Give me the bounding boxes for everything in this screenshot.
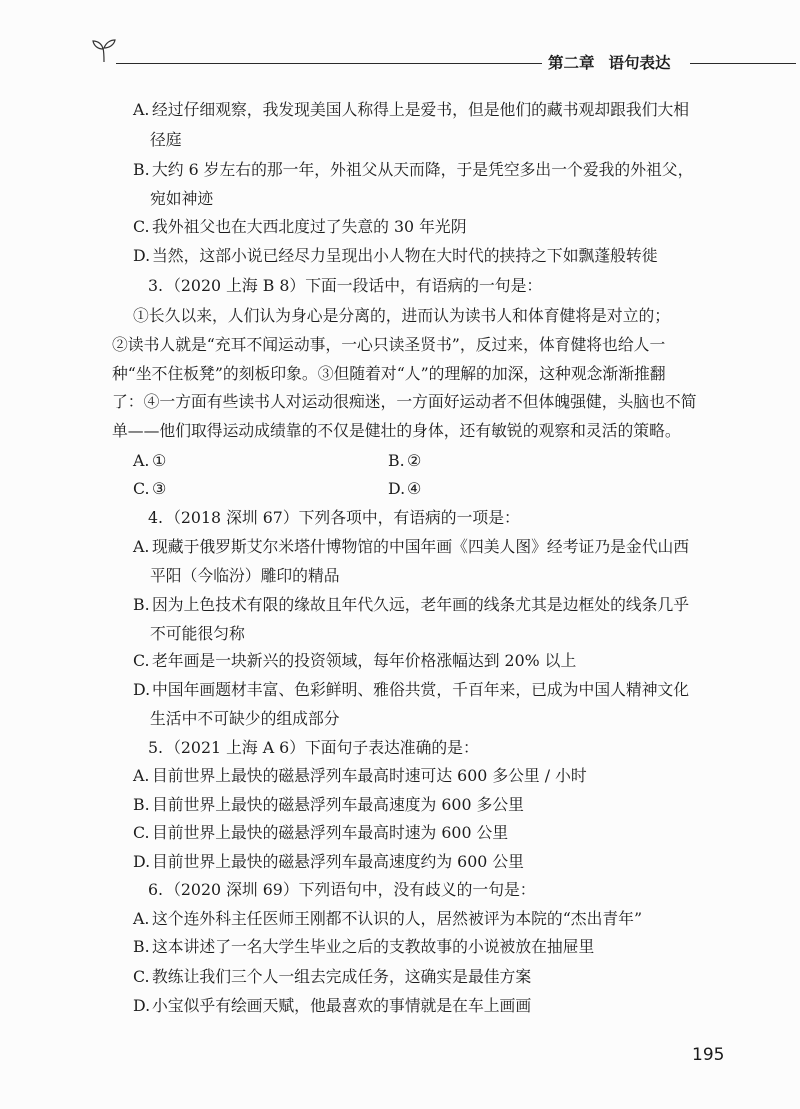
question-stem: 下列各项中，有语病的一项是： <box>298 508 520 527</box>
prev-option-c <box>133 217 467 237</box>
option-label: C. <box>133 217 150 236</box>
option-text: 教练让我们三个人一组去完成任务，这确实是最佳方案 <box>152 967 532 986</box>
q3-option-d <box>388 479 421 499</box>
option-label: B. <box>133 595 150 614</box>
option-text: ① <box>152 451 167 470</box>
prev-option-b <box>133 160 693 180</box>
option-label: D. <box>133 680 151 699</box>
option-text: 中国年画题材丰富、色彩鲜明、雅俗共赏，千百年来，已成为中国人精神文化 <box>152 680 690 699</box>
q5-option-b <box>133 795 524 815</box>
option-label: A. <box>133 451 150 470</box>
option-label: A. <box>133 537 150 556</box>
header-rule-right <box>690 63 796 64</box>
option-text: 老年画是一块新兴的投资领域，每年价格涨幅达到 20% 以上 <box>152 651 577 670</box>
option-label: A. <box>133 766 150 785</box>
header-title <box>548 52 671 74</box>
option-label: D. <box>133 852 151 871</box>
passage-line: ②读书人就是“充耳不闻运动事，一心只读圣贤书”，反过来，体育健将也给人一 <box>112 335 666 354</box>
question-4 <box>148 508 520 528</box>
passage-line: 单——他们取得运动成绩靠的不仅是健壮的身体，还有敏锐的观察和灵活的策略。 <box>112 421 681 440</box>
option-label: A. <box>133 100 150 119</box>
option-text: 目前世界上最快的磁悬浮列车最高时速为 600 公里 <box>152 823 509 842</box>
passage-line: 种“坐不住板凳”的刻板印象。③但随着对“人”的理解的加深，这种观念渐渐推翻 <box>112 364 666 383</box>
q5-option-c <box>133 823 508 843</box>
option-label: C. <box>133 651 150 670</box>
question-source: （2020 深圳 69） <box>165 880 299 899</box>
option-text: 这个连外科主任医师王刚都不认识的人，居然被评为本院的“杰出青年” <box>152 909 643 928</box>
option-label: C. <box>133 967 150 986</box>
header-rule-left <box>116 63 542 64</box>
q4-option-a <box>133 537 689 557</box>
option-label: B. <box>133 795 150 814</box>
option-text: 现藏于俄罗斯艾尔米塔什博物馆的中国年画《四美人图》经考证乃是金代山西 <box>152 537 690 556</box>
question-number: 3. <box>148 276 164 295</box>
question-number: 4. <box>148 508 164 527</box>
q4-option-d-continuation: 生活中不可缺少的组成部分 <box>150 709 340 728</box>
prev-option-a-continuation: 径庭 <box>150 130 182 149</box>
q4-option-a-continuation: 平阳（今临汾）雕印的精品 <box>150 566 340 585</box>
option-text: 经过仔细观察，我发现美国人称得上是爱书，但是他们的藏书观却跟我们大相 <box>152 100 690 119</box>
prev-option-d <box>133 246 658 266</box>
question-6 <box>148 880 536 900</box>
q4-option-b-continuation: 不可能很匀称 <box>150 624 245 643</box>
sprout-icon <box>90 36 118 64</box>
prev-option-b-continuation: 宛如神迹 <box>150 189 214 208</box>
q3-option-c <box>133 479 166 499</box>
prev-option-a <box>133 100 689 120</box>
q6-option-d <box>133 996 531 1016</box>
page-number: 195 <box>692 1045 725 1065</box>
option-text: 小宝似乎有绘画天赋，他最喜欢的事情就是在车上画画 <box>152 996 532 1015</box>
section-title: 语句表达 <box>608 54 671 72</box>
q4-option-c <box>133 651 576 671</box>
option-text: 因为上色技术有限的缘故且年代久远，老年画的线条尤其是边框处的线条几乎 <box>152 595 690 614</box>
option-text: 当然，这部小说已经尽力呈现出小人物在大时代的挟持之下如飘蓬般转徙 <box>152 246 658 265</box>
question-stem: 下面句子表达准确的是： <box>305 738 479 757</box>
option-text: 目前世界上最快的磁悬浮列车最高速度为 600 多公里 <box>152 795 524 814</box>
q3-option-b <box>388 451 421 471</box>
passage-line: 了：④一方面有些读书人对运动很痴迷，一方面好运动者不但体魄强健，头脑也不简 <box>112 392 697 411</box>
option-label: B. <box>133 160 150 179</box>
option-text: ④ <box>407 479 422 498</box>
option-text: 这本讲述了一名大学生毕业之后的支教故事的小说被放在抽屉里 <box>152 937 595 956</box>
option-label: A. <box>133 909 150 928</box>
q5-option-d <box>133 852 524 872</box>
option-label: B. <box>388 451 405 470</box>
question-number: 6. <box>148 880 164 899</box>
option-text: 目前世界上最快的磁悬浮列车最高速度约为 600 公里 <box>152 852 524 871</box>
option-label: D. <box>133 246 151 265</box>
q4-option-d <box>133 680 689 700</box>
chapter-label: 第二章 <box>548 54 595 72</box>
q4-option-b <box>133 595 689 615</box>
question-source: （2020 上海 B 8） <box>165 276 306 295</box>
option-text: 大约 6 岁左右的那一年，外祖父从天而降，于是凭空多出一个爱我的外祖父， <box>152 160 694 179</box>
q6-option-c <box>133 967 531 987</box>
question-source: （2018 深圳 67） <box>165 508 299 527</box>
q3-option-a <box>133 451 166 471</box>
question-number: 5. <box>148 738 164 757</box>
question-3 <box>148 276 542 296</box>
q6-option-b <box>133 937 594 957</box>
question-source: （2021 上海 A 6） <box>165 738 305 757</box>
option-text: 目前世界上最快的磁悬浮列车最高时速可达 600 多公里 / 小时 <box>152 766 587 785</box>
option-text: 我外祖父也在大西北度过了失意的 30 年光阴 <box>152 217 467 236</box>
option-label: B. <box>133 937 150 956</box>
option-label: C. <box>133 823 150 842</box>
option-text: ③ <box>152 479 167 498</box>
passage-line: ①长久以来，人们认为身心是分离的，进而认为读书人和体育健将是对立的； <box>133 306 671 325</box>
question-stem: 下面一段话中，有语病的一句是： <box>305 276 543 295</box>
option-text: ② <box>407 451 422 470</box>
q5-option-a <box>133 766 587 786</box>
question-stem: 下列语句中，没有歧义的一句是： <box>298 880 536 899</box>
q6-option-a <box>133 909 642 929</box>
option-label: C. <box>133 479 150 498</box>
question-5 <box>148 738 479 758</box>
option-label: D. <box>133 996 151 1015</box>
option-label: D. <box>388 479 406 498</box>
